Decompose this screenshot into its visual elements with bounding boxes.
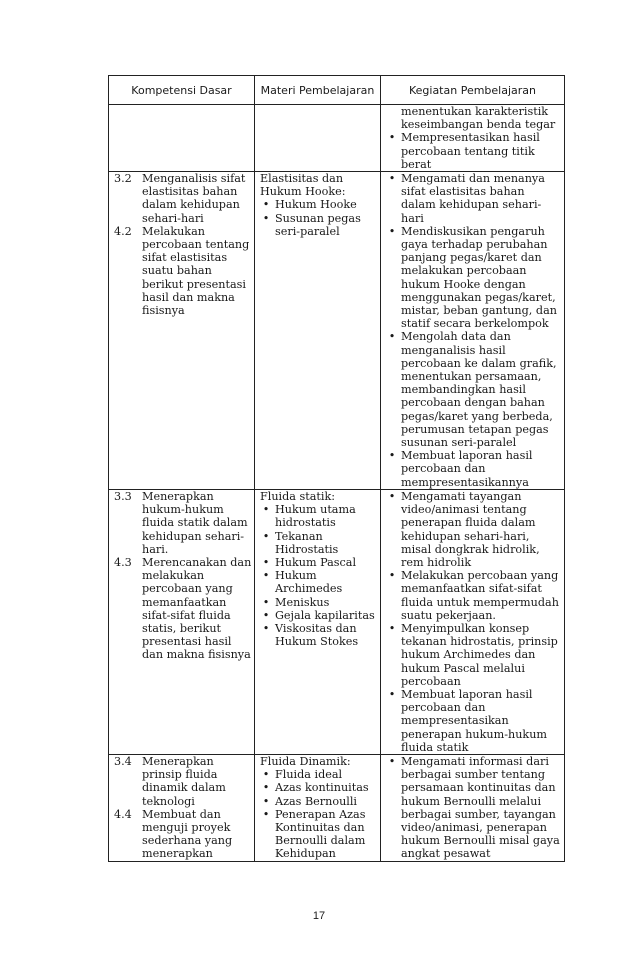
kegiatan-item-text: Mempresentasikan hasil percobaan tentang titik berat (401, 131, 540, 171)
materi-list-item (257, 569, 378, 595)
header-kompetensi-dasar: Kompetensi Dasar (109, 76, 255, 105)
materi-item-text: Hukum Hooke (275, 198, 357, 212)
kegiatan-list-item (383, 225, 562, 331)
kegiatan-cell (381, 489, 565, 754)
kompetensi-text: Menerapkan prinsip fluida dinamik dalam teknologi (142, 754, 226, 808)
bullet-icon: • (262, 608, 270, 622)
kompetensi-text: Menerapkan hukum-hukum fluida statik dalam kehidupan sehari-hari. (142, 489, 248, 556)
kegiatan-continuation-text: menentukan karakteristik keseimbangan benda tegar (401, 105, 556, 132)
table-header-row (109, 76, 565, 105)
bullet-icon: • (262, 595, 270, 609)
bullet-icon: • (262, 807, 270, 821)
table-row (109, 489, 565, 754)
kompetensi-number: 4.3 (114, 555, 132, 569)
materi-list-item (257, 795, 378, 808)
kegiatan-list-item (383, 622, 562, 688)
materi-title: Elastisitas dan Hukum Hooke: (260, 172, 346, 199)
bullet-icon: • (262, 569, 270, 583)
kompetensi-dasar-cell (109, 489, 255, 754)
kegiatan-list-item (383, 688, 562, 754)
kompetensi-item (111, 172, 252, 225)
kegiatan-cell (381, 754, 565, 861)
page-number: 17 (312, 910, 326, 922)
kompetensi-item (111, 225, 252, 317)
kegiatan-item-text: Membuat laporan hasil percobaan dan mempresentasikannya (401, 449, 533, 489)
bullet-icon: • (388, 687, 396, 701)
materi-item-text: Hukum Pascal (275, 555, 357, 569)
materi-cell (255, 172, 381, 490)
materi-item-text: Viskositas dan Hukum Stokes (275, 621, 359, 649)
kompetensi-text: Merencanakan dan melakukan percobaan yang memanfaatkan sifat-sifat fluida statis, berikut presentasi hasil dan makna fisisnya (142, 555, 252, 662)
kompetensi-item (111, 556, 252, 662)
materi-list-item (257, 530, 378, 556)
materi-item-text: Tekanan Hidrostatis (275, 529, 339, 556)
bullet-icon: • (262, 555, 270, 569)
kompetensi-item (111, 808, 252, 861)
materi-list-item (257, 622, 378, 648)
materi-cell (255, 105, 381, 172)
materi-item-text: Meniskus (275, 595, 330, 609)
curriculum-table (108, 75, 565, 862)
table-row (109, 105, 565, 172)
kompetensi-text: Melakukan percobaan tentang sifat elastisitas suatu bahan berikut presentasi hasil dan makna fisisnya (142, 224, 250, 318)
kegiatan-item-text: Mengamati tayangan video/animasi tentang penerapan fluida dalam kehidupan sehari-hari, misal dongkrak hidrolik, rem hidrolik (401, 489, 540, 569)
kegiatan-list-item (383, 172, 562, 225)
bullet-icon: • (388, 224, 396, 238)
bullet-icon: • (262, 621, 270, 635)
kegiatan-list-item (383, 131, 562, 171)
materi-item-text: Fluida ideal (275, 768, 343, 782)
materi-title: Fluida statik: (260, 489, 336, 503)
header-kegiatan-pembelajaran: Kegiatan Pembelajaran (381, 76, 565, 105)
kompetensi-text: Menganalisis sifat elastisitas bahan dalam kehidupan sehari-hari (142, 172, 246, 225)
materi-list-item (257, 596, 378, 609)
materi-title: Fluida Dinamik: (260, 754, 351, 768)
table-row (109, 172, 565, 490)
materi-list-item (257, 503, 378, 529)
kegiatan-cell (381, 172, 565, 490)
table-row (109, 754, 565, 861)
materi-list-item (257, 212, 378, 238)
bullet-icon: • (262, 794, 270, 808)
kompetensi-item (111, 755, 252, 808)
kegiatan-item-text: Mendiskusikan pengaruh gaya terhadap perubahan panjang pegas/karet dan melakukan percobaan hukum Hooke dengan menggunakan pegas/karet, mistar, beban gantung, dan statif secara berkelompok (401, 224, 557, 331)
materi-item-text: Hukum utama hidrostatis (275, 503, 356, 530)
kompetensi-number: 3.2 (114, 172, 132, 186)
kompetensi-text: Membuat dan menguji proyek sederhana yang menerapkan (142, 807, 233, 861)
materi-list-item (257, 609, 378, 622)
materi-cell (255, 489, 381, 754)
materi-item-text: Penerapan Azas Kontinuitas dan Bernoulli dalam Kehidupan (275, 807, 366, 861)
materi-item-text: Azas kontinuitas (275, 781, 369, 795)
materi-item-text: Hukum Archimedes (275, 569, 343, 596)
materi-list-item (257, 198, 378, 211)
bullet-icon: • (262, 211, 270, 225)
kegiatan-item-text: Mengamati informasi dari berbagai sumber tentang persamaan kontinuitas dan hukum Bernoulli melalui berbagai sumber, tayangan video/animasi, penerapan hukum Bernoulli misal gaya angkat pesawat (401, 754, 560, 861)
bullet-icon: • (388, 131, 396, 145)
kegiatan-item-text: Mengolah data dan menganalisis hasil percobaan ke dalam grafik, menentukan persamaan, membandingkan hasil percobaan dengan bahan pegas/karet yang berbeda, perumusan tetapan pegas susunan seri-paralel (401, 330, 557, 450)
kegiatan-cell (381, 105, 565, 172)
kompetensi-dasar-cell (109, 105, 255, 172)
bullet-icon: • (262, 768, 270, 782)
bullet-icon: • (388, 489, 396, 503)
bullet-icon: • (262, 503, 270, 517)
bullet-icon: • (388, 330, 396, 344)
kompetensi-number: 3.4 (114, 754, 132, 768)
materi-list-item (257, 556, 378, 569)
bullet-icon: • (262, 781, 270, 795)
kegiatan-list-item (383, 330, 562, 449)
bullet-icon: • (262, 529, 270, 543)
bullet-icon: • (388, 172, 396, 186)
kompetensi-number: 4.4 (114, 807, 132, 821)
header-materi-pembelajaran: Materi Pembelajaran (255, 76, 381, 105)
materi-list-item (257, 781, 378, 794)
kegiatan-list-item (383, 449, 562, 489)
materi-item-text: Gejala kapilaritas (275, 608, 375, 622)
bullet-icon: • (388, 754, 396, 768)
bullet-icon: • (388, 621, 396, 635)
materi-list-item (257, 808, 378, 861)
materi-item-text: Susunan pegas seri-paralel (275, 211, 361, 238)
kompetensi-number: 3.3 (114, 489, 132, 503)
materi-cell (255, 754, 381, 861)
bullet-icon: • (388, 449, 396, 463)
kegiatan-list-item (383, 569, 562, 622)
bullet-icon: • (262, 198, 270, 212)
kegiatan-list-item (383, 755, 562, 861)
bullet-icon: • (388, 569, 396, 583)
kegiatan-item-text: Membuat laporan hasil percobaan dan mempresentasikan penerapan hukum-hukum fluida statik (401, 687, 548, 754)
kegiatan-item-text: Melakukan percobaan yang memanfaatkan sifat-sifat fluida untuk mempermudah suatu pekerjaan. (401, 569, 559, 622)
materi-list-item (257, 768, 378, 781)
kompetensi-item (111, 490, 252, 556)
materi-item-text: Azas Bernoulli (275, 794, 358, 808)
kegiatan-item-text: Menyimpulkan konsep tekanan hidrostatis, prinsip hukum Archimedes dan hukum Pascal melalui percobaan (401, 621, 558, 688)
kompetensi-number: 4.2 (114, 224, 132, 238)
kegiatan-item-text: Mengamati dan menanya sifat elastisitas bahan dalam kehidupan sehari-hari (401, 172, 545, 225)
kompetensi-dasar-cell (109, 172, 255, 490)
kompetensi-dasar-cell (109, 754, 255, 861)
kegiatan-list-item (383, 490, 562, 569)
